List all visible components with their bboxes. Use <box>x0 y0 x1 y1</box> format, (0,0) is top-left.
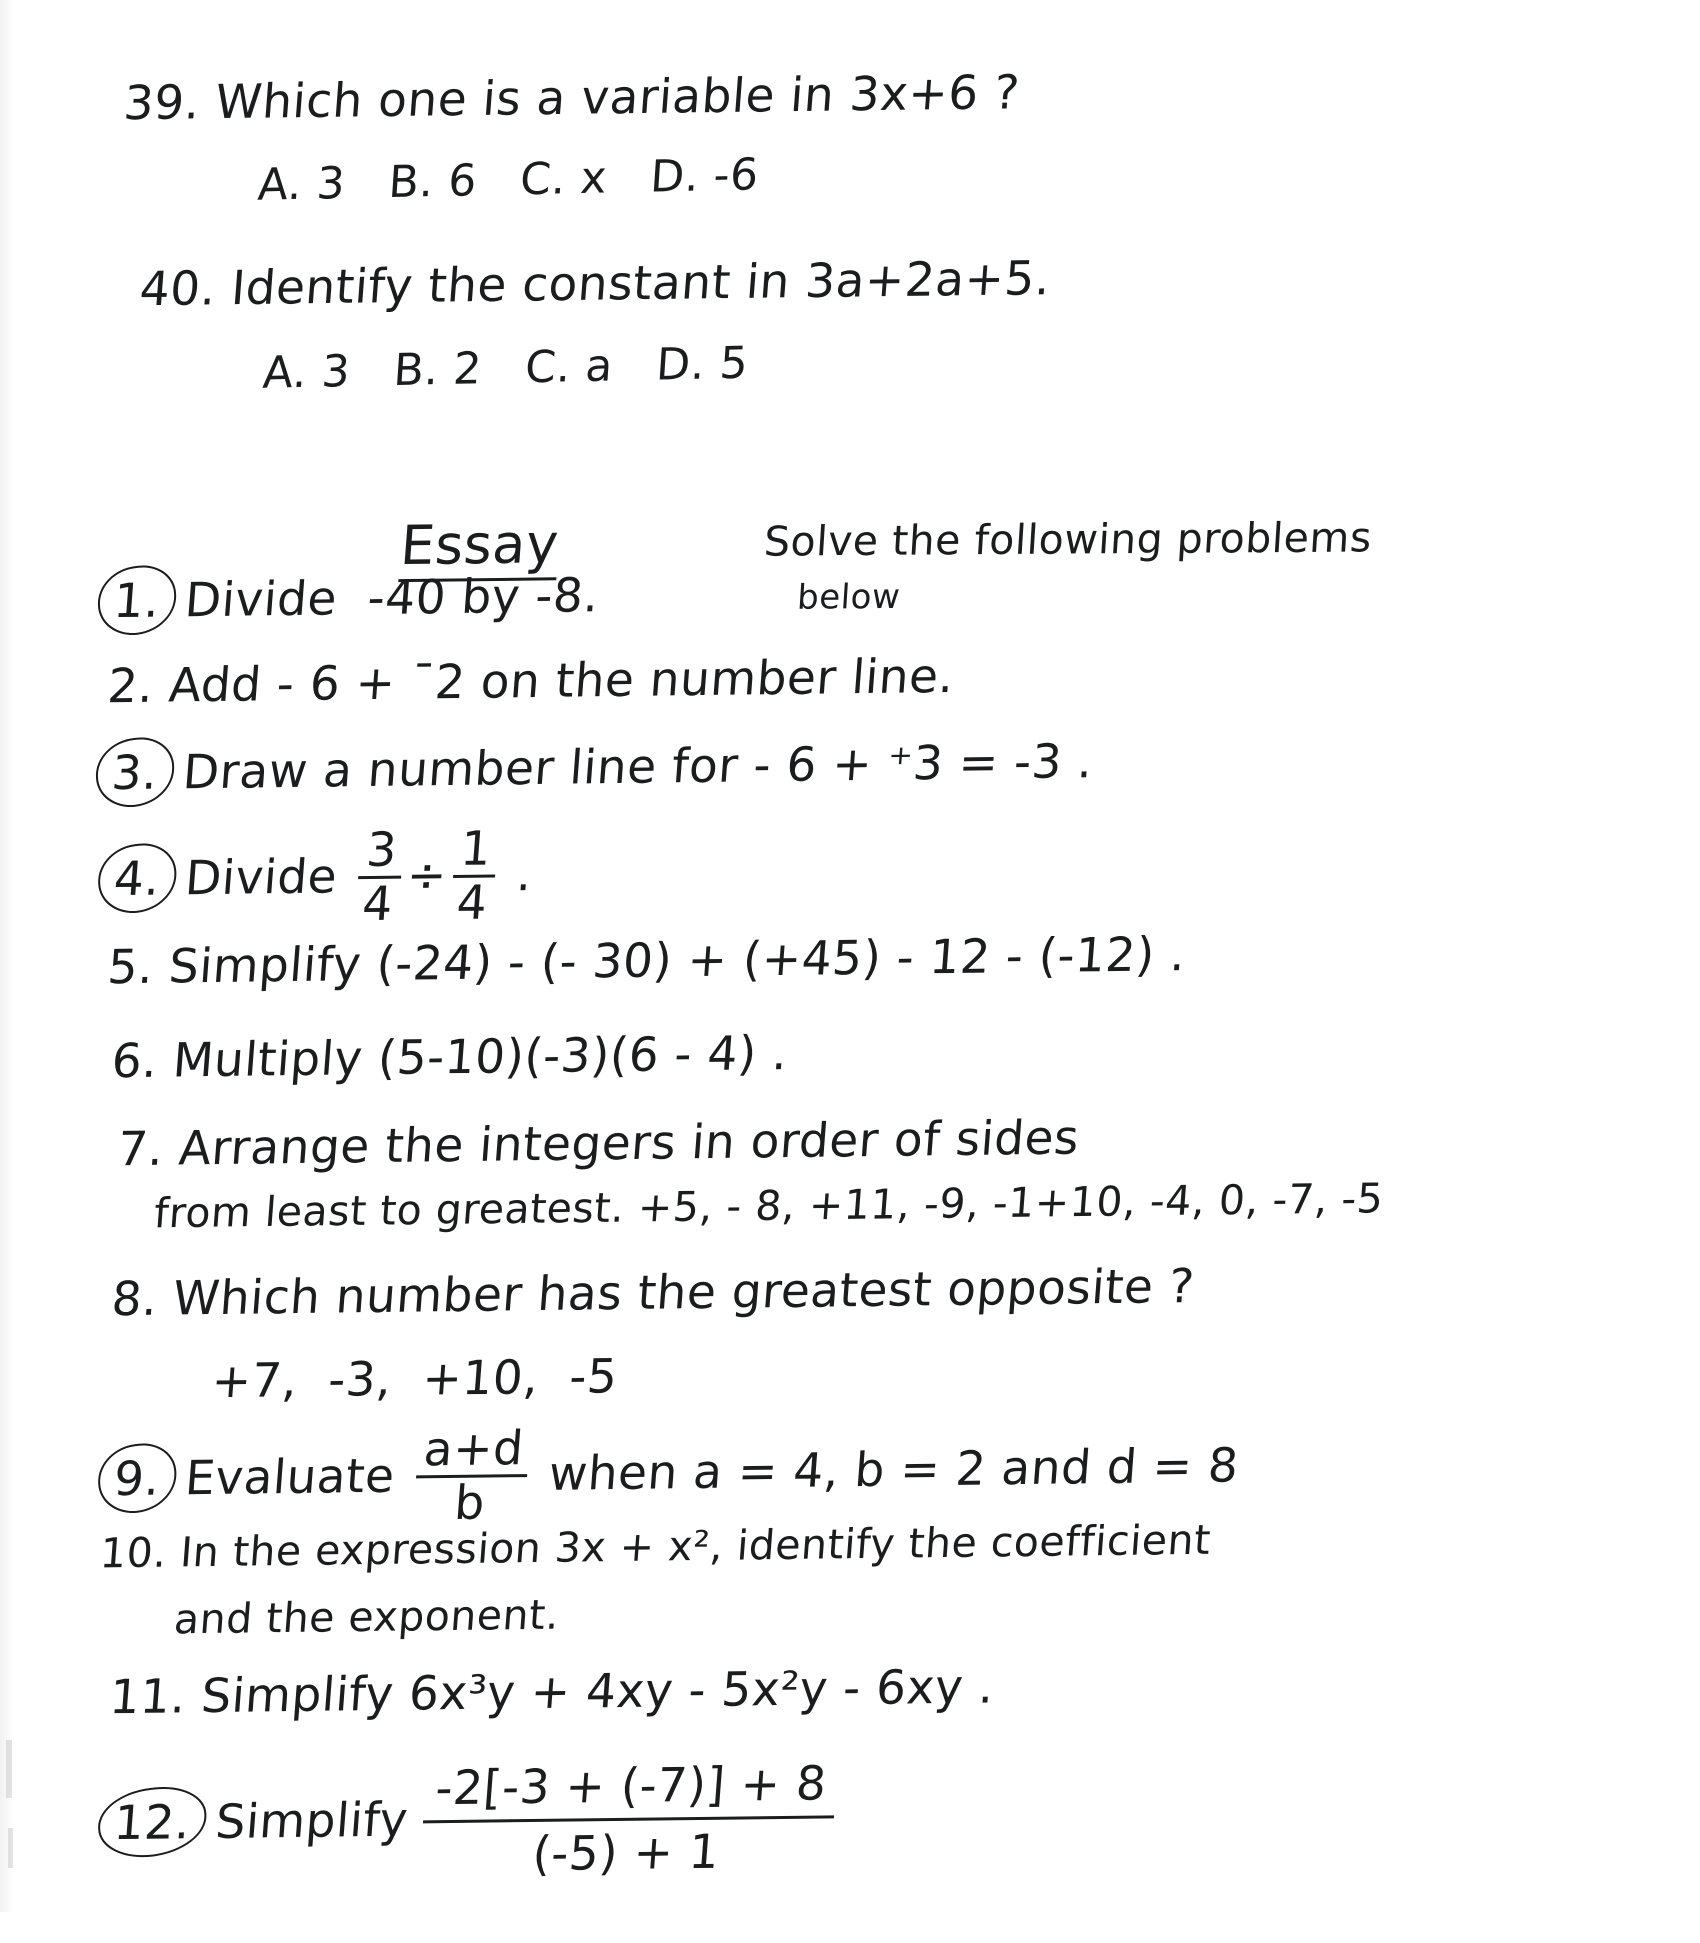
essay-item-9-number: 9. <box>102 1451 172 1507</box>
essay-item-11-text: Simplify 6x³y + 4xy - 5x²y - 6xy . <box>199 1659 997 1725</box>
page-edge-shadow <box>0 0 14 1912</box>
page-edge-speck-bottom <box>8 1828 13 1868</box>
essay-item-9-text-suffix: when a = 4, b = 2 and d = 8 <box>531 1438 1241 1503</box>
essay-item-1-text: Divide -40 by -8. <box>182 568 601 629</box>
mc-39-question: Which one is a variable in 3x+6 ? <box>213 65 1022 131</box>
essay-item-4-text-suffix: . <box>499 846 535 903</box>
essay-item-7-number: 7. <box>115 1121 166 1178</box>
fraction-a-numerator: 3 <box>358 827 404 880</box>
mc-40-question: Identify the constant in 3a+2a+5. <box>229 251 1053 317</box>
mc-40-number: 40. <box>137 261 219 318</box>
essay-item-12-fraction-denominator: (-5) + 1 <box>530 1824 722 1883</box>
essay-item-5-number: 5. <box>105 939 156 996</box>
essay-item-7-text-line2: from least to greatest. +5, - 8, +11, -9, -1+10, -4, 0, -7, -5 <box>152 1174 1386 1238</box>
essay-item-2-number: 2. <box>105 658 156 715</box>
essay-item-9-text-prefix: Evaluate <box>183 1448 413 1507</box>
fraction-b-denominator: 4 <box>454 875 490 931</box>
essay-item-12-text-prefix: Simplify <box>213 1792 426 1850</box>
essay-item-12-fraction-numerator: -2[-3 + (-7)] + 8 <box>423 1757 838 1823</box>
essay-item-10-text-line1: In the expression 3x + x², identify the coefficient <box>178 1515 1213 1577</box>
essay-item-12-number: 12. <box>102 1795 202 1851</box>
essay-instruction-1-text: Solve the following problems <box>762 513 1374 566</box>
essay-item-1-number: 1. <box>102 573 172 629</box>
essay-item-12-fraction <box>418 1757 838 1883</box>
essay-item-4-text-prefix: Divide <box>183 849 355 907</box>
essay-item-10-number: 10. <box>98 1528 169 1578</box>
mc-question-40-choices <box>200 286 753 451</box>
essay-item-4-operator: ÷ <box>404 848 449 904</box>
essay-item-11-number: 11. <box>107 1669 189 1726</box>
essay-item-2-text: Add - 6 + ¯2 on the number line. <box>166 648 957 714</box>
essay-item-8-text-line1: Which number has the greatest opposite ? <box>170 1258 1197 1327</box>
essay-item-7-text-line1: Arrange the integers in order of sides <box>176 1110 1082 1177</box>
essay-item-3-number: 3. <box>100 745 170 801</box>
essay-item-10-text-line2: and the exponent. <box>172 1590 562 1644</box>
mc-39-number: 39. <box>121 75 203 132</box>
fraction-a-denominator: 4 <box>360 876 395 933</box>
fraction-b-numerator: 1 <box>453 825 499 878</box>
essay-instruction-2-text: below <box>795 576 902 618</box>
mc-39-choices-text: A. 3 B. 6 C. x D. -6 <box>256 149 761 211</box>
mc-40-choices-text: A. 3 B. 2 C. a D. 5 <box>261 337 750 399</box>
essay-item-8-text-line2: +7, -3, +10, -5 <box>209 1349 620 1410</box>
page-edge-speck-top <box>6 1740 12 1798</box>
essay-item-8-number: 8. <box>109 1271 160 1328</box>
essay-item-6-number: 6. <box>109 1033 160 1090</box>
essay-item-6-text: Multiply (5-10)(-3)(6 - 4) . <box>170 1025 790 1089</box>
essay-item-12 <box>33 1702 842 1943</box>
essay-item-9-fraction-numerator: a+d <box>416 1425 531 1478</box>
essay-heading-text: Essay <box>398 512 561 582</box>
essay-item-3-text: Draw a number line for - 6 + ⁺3 = -3 . <box>180 734 1095 801</box>
essay-item-5-text: Simplify (-24) - (- 30) + (+45) - 12 - (-12) . <box>166 927 1188 995</box>
essay-item-9-fraction-denominator: b <box>452 1475 487 1531</box>
essay-item-4-number: 4. <box>102 851 172 907</box>
